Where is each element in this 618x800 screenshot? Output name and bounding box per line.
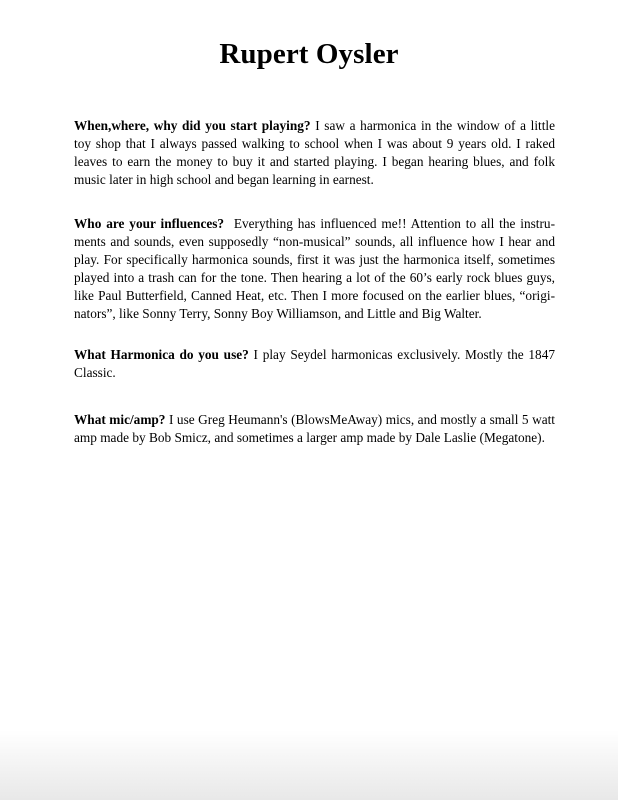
question-text: Who are your influences? [74,216,225,231]
answer-text: Everything has influenced me!! Attention to all the instruments and sounds, even supposedly “non-musical” sounds, all influence how I hear and play. For specifically harmonica sounds, first it was just the harmonica itself, sometimes played into a trash can for the tone. Then hearing a lot of the 60’s early rock blues guys, like Paul Butterfield, Canned Heat, etc. Then I more focused on the earlier blues, “originators”, like Sonny Terry, Sonny Boy Williamson, and Little and Big Walter. [74,216,555,321]
page-bottom-shadow [0,730,618,800]
question-text: What Harmonica do you use? [74,347,249,362]
question-text: When,where, why did you start playing? [74,118,311,133]
answer-text: I play Seydel harmonicas exclusively. Mostly the 1847 Classic. [74,347,555,380]
qa-paragraph [74,346,555,382]
qa-paragraph [74,411,555,447]
answer-text: I use Greg Heumann's (BlowsMeAway) mics, and mostly a small 5 watt amp made by Bob Smicz, and sometimes a larger amp made by Dale Laslie (Megatone). [74,412,555,445]
answer-text: I saw a harmonica in the window of a little toy shop that I always passed walking to school when I was about 9 years old. I raked leaves to earn the money to buy it and started playing. I began hearing blues, and folk music later in high school and began learning in earnest. [74,118,555,187]
qa-paragraph [74,215,555,323]
page-title: Rupert Oysler [219,38,399,70]
question-text: What mic/amp? [74,412,166,427]
qa-paragraph [74,117,555,189]
